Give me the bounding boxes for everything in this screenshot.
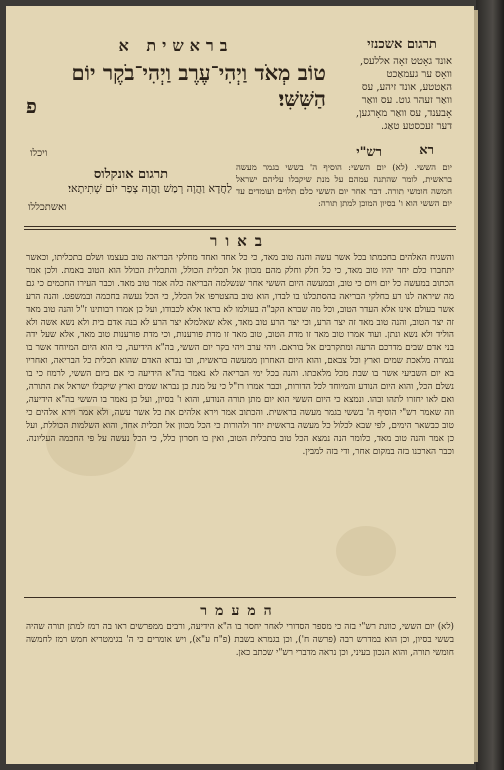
verse-text: טוֹב מְאֹד וַיְהִי־עֶרֶב וַיְהִי־בֹקֶר יוֹם הַשִּׁשִּׁי׃ xyxy=(71,60,326,111)
rashi-text: יום הששי. (לא) יום הששי: הוסיף ה' בששי בגמר מעשה בראשית, לומר שהתנה עמהם על מנת שיקבלו עליהם ישראל חמשה חומשי תורה. דבר אחר יום הששי כלם תלוים ועומדים עד יום הששי הוא ו' בסיון המוכן למתן תורה: xyxy=(236,163,452,209)
book-spine xyxy=(476,0,504,770)
onkelos-end-word: ואשתכללו xyxy=(28,202,67,213)
biur-text: והשגיח האלהים בחכמתו בכל אשר עשה והנה טוב מאד, כי כל אחד ואחד מחלקי הבריאה טוב בעצמו ושלם בתכליתו, וכאשר יתחברו כלם יחד יהיו טוב מאד, כי כל חלק וחלק מהם מכוון אל תכלית הכולל, והתכלית הכולל הוא הטוב באמת. ולכן אמר הכתוב במעשה כל יום ויום כי טוב, ובמעשה היום הששי אחר שנשלמה הבריאה כלה אמר טוב מאד. וכבר העירו החכמים כי גם מה שיראה לנו רע בחלקי הבריאה בהסתכלנו בו לבדו, הוא טוב בהצטרפו אל הכלל, כי הכל נעשה בחכמה ובמשפט. והנה הרע אשר בעולם אינו אלא העדר הטוב, וכל מה שברא הקב"ה בעולמו לא בראו אלא לכבודו, ועל כן אמרו רבותינו ז"ל והנה טוב מאד זה יצר הטוב, והנה טוב מאד זה יצר הרע, וכי יצר הרע טוב מאד, אלא שאלמלא יצר הרע לא בנה אדם בית ולא נשא אשה ולא הוליד ולא נשא ונתן. ועוד אמרו טוב מאד זו מדת הטוב, טוב מאד זו מדת פורענות, וכי מדת פורענות טוב מאד, אלא שעל ידה בני אדם שבים מדרכם הרעה ומתקרבים אל בוראם. ויהי ערב ויהי בקר יום הששי, בה"א הידיעה, כי הוא היום המיוחד אשר בו נגמרה מלאכת שמים וארץ וכל צבאם, והוא היום האחרון ממעשה בראשית, ובו נברא האדם שהוא תכלית כל הבריאה, ואחריו בא יום השביעי אשר בו שבת מכל מלאכתו. והנה בכל ימי הבריאה לא נאמר בה"א הידיעה כי אם ביום הששי, לרמוז כי בו נשלם הכל, והוא היום הנודע והמיוחד לכל הדורות, וכבר אמרו רז"ל כי על מנת כן נבראו שמים וארץ שיקבלו ישראל את התורה, ואם לאו יחזרו לתהו ובהו. ונמצא כי היום הששי הוא יום מתן תורה הנודע, והוא ו' בסיון, ועל כן נאמר בו הששי בה"א הידיעה, וזה שאמר רש"י הוסיף ה' בששי בגמר מעשה בראשית. והכתוב אמר וירא אלהים את כל אשר עשה, ולא אמר וירא אלהים כי טוב כבשאר הימים, לפי שבא לכלול כל מעשה בראשית יחד ולהורות כי הכל מכוון אל תכלית אחד, והוא השלמות הכוללת, ועל כן אמר והנה טוב מאד, כלומר הנה נמצא הכל טוב בתכלית הטוב, ואין בו חסרון כלל, כי הכל נעשה על פי החכמה העליונה. וכבר הארכנו בזה במקום אחר, ודי בזה למבין. xyxy=(26,253,454,457)
rashi-title: רש"י xyxy=(356,145,382,160)
biur-title: באור xyxy=(209,232,271,250)
verse-block xyxy=(26,36,326,112)
onkelos-title: תרגום אונקלוס xyxy=(93,167,169,182)
divider-line xyxy=(24,597,456,598)
maamar-title: המעמר xyxy=(200,603,280,619)
book-page xyxy=(6,6,474,764)
maamar-text: (לא) יום הששי, כוונת רש"י בזה כי מספר הסדורי לאחר יחסר בו ה"א הידיעה, ורבים ממפרשים ראו בה רמז למתן תורה שהיה בששי בסיון, וכן הוא במדרש רבה (פרשה ח'), וכן בגמרא בשבת (פ"ח ע"א), ויש אומרים כי ה' בגימטריא חמש רמז לחמשה חומשי תורה, והוא הנכון בעיני, וכן נראה מדברי רש"י שכתב כאן. xyxy=(26,622,454,658)
petucha-mark: פ xyxy=(26,94,37,118)
rashi-section-mark: רא xyxy=(419,143,434,158)
divider-line xyxy=(24,226,456,227)
onkelos-text: לַחֲדָא וַהֲוָה רְמַשׁ וַהֲוָה צְפַר יוֹם שְׁתִיתָאי׃ xyxy=(68,182,232,195)
divider-line xyxy=(24,229,456,230)
targum-ashkenazi-block xyxy=(352,36,452,133)
targum-ashkenazi-title: תרגום אשכנזי xyxy=(367,37,437,52)
vayechulu-word: ויכלו xyxy=(30,148,48,159)
book-title: בראשית א xyxy=(118,36,234,55)
yiddish-translation: אונד גאָטט זאָה אללעס, וואָס ער געמאַכט האַטטע, אונד זיהע, עס וואַר זעהר גוט. עס וואַר אָבענד, עס וואַר מאָרגען, דער זעכסטע טאַג. xyxy=(355,56,452,132)
